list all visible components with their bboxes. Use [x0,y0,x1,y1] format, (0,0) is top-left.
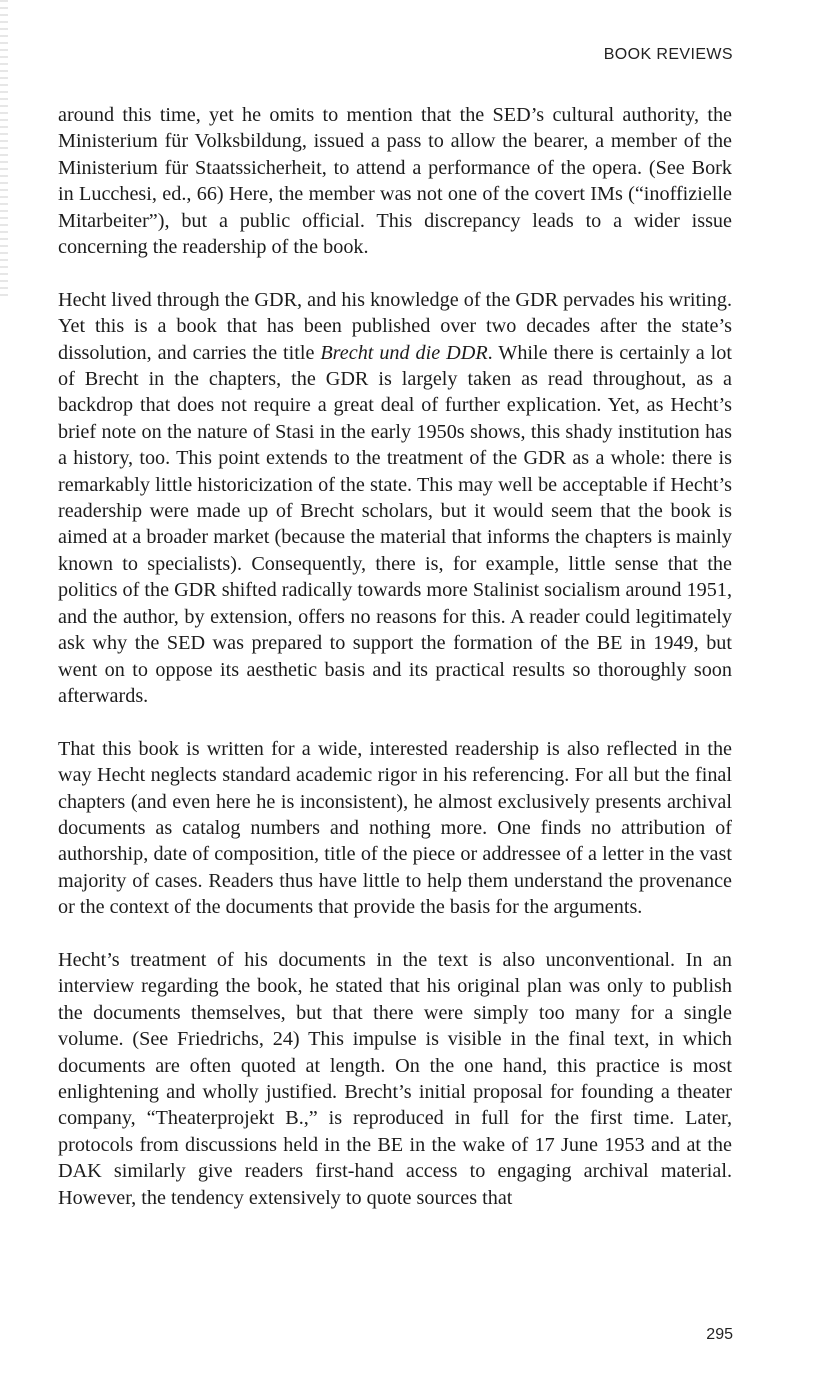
review-body [58,102,732,1211]
running-head: BOOK REVIEWS [603,46,733,63]
paragraph-2 [58,287,732,710]
page-number: 295 [706,1326,733,1343]
paragraph-2-text-before-title: Hecht lived through the GDR, and his knowledge of the GDR pervades his writing. Yet this is a book that has been published over two decades after the state’s dissolution, and carries the title [58,288,732,364]
paragraph-1: around this time, yet he omits to mention that the SED’s cultural authority, the Ministerium für Volksbildung, issued a pass to allow the bearer, a member of the Ministerium für Staatssicherheit, to attend a performance of the opera. (See Bork in Lucchesi, ed., 66) Here, the member was not one of the covert IMs (“inoffizielle Mitarbeiter”), but a public official. This discrepancy leads to a wider issue concerning the readership of the book. [58,104,732,259]
book-title: Brecht und die DDR [320,341,488,364]
paragraph-3: That this book is written for a wide, interested readership is also reflected in the way Hecht neglects standard academic rigor in his referencing. For all but the final chapters (and even here he is inconsistent), he almost exclusively presents archival documents as catalog numbers and nothing more. One finds no attribution of authorship, date of composition, title of the piece or addressee of a letter in the vast majority of cases. Readers thus have little to help them understand the provenance or the context of the documents that provide the basis for the arguments. [58,737,732,919]
paragraph-4: Hecht’s treatment of his documents in the text is also unconventional. In an interview regarding the book, he stated that his original plan was only to publish the documents themselves, but that there were simply too many for a single volume. (See Friedrichs, 24) This impulse is visible in the final text, in which documents are often quoted at length. On the one hand, this practice is most enlightening and wholly justified. Brecht’s initial proposal for founding a theater company, “Theaterprojekt B.,” is reproduced in full for the first time. Later, protocols from discussions held in the BE in the wake of 17 June 1953 and at the DAK similarly give readers first-hand access to engaging archival material. However, the tendency extensively to quote sources that [58,948,732,1209]
scan-edge-artifact [0,0,8,300]
paragraph-2-text-after-title: . While there is certainly a lot of Brecht in the chapters, the GDR is largely taken as read throughout, as a backdrop that does not require a great deal of further explication. Yet, as Hecht’s brief note on the nature of Stasi in the early 1950s shows, this shady institution has a history, too. This point extends to the treatment of the GDR as a whole: there is remarkably little historicization of the state. This may well be acceptable if Hecht’s readership were made up of Brecht scholars, but it would seem that the book is aimed at a broader market (because the material that informs the chapters is mainly known to specialists). Consequently, there is, for example, little sense that the politics of the GDR shifted radically towards more Stalinist socialism around 1951, and the author, by extension, offers no reasons for this. A reader could legitimately ask why the SED was prepared to support the formation of the BE in 1949, but went on to oppose its aesthetic basis and its practical results so thoroughly soon afterwards. [58,341,732,707]
